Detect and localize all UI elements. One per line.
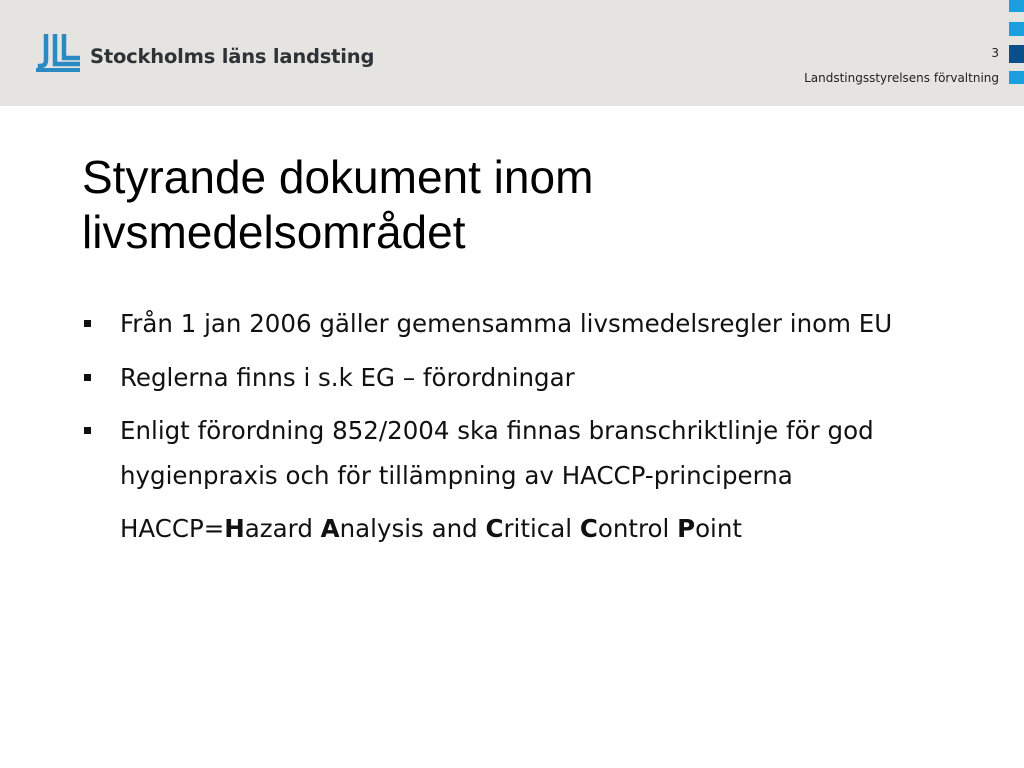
haccp-initial: C: [579, 514, 598, 543]
square-2: [1009, 22, 1024, 36]
haccp-word-rest: nalysis and: [339, 514, 486, 543]
logo-text: Stockholms läns landsting: [90, 44, 375, 68]
decorative-squares: [1009, 0, 1024, 106]
sll-logo: [36, 32, 374, 76]
page-number: 3: [991, 46, 999, 60]
haccp-initial: P: [677, 514, 696, 543]
bullet-text: Enligt förordning 852/2004 ska finnas branschriktlinje för god hygienpraxis och för tillämpning av HACCP-principerna: [120, 416, 874, 490]
haccp-word-rest: oint: [695, 514, 742, 543]
haccp-initial: A: [320, 514, 340, 543]
organization-name: Landstingsstyrelsens förvaltning: [804, 71, 999, 85]
haccp-definition: [84, 507, 964, 552]
square-1: [1009, 0, 1024, 12]
square-bullet-icon: [84, 320, 91, 327]
haccp-word-rest: ontrol: [597, 514, 678, 543]
bullet-text: Reglerna finns i s.k EG – förordningar: [120, 362, 575, 392]
haccp-prefix: HACCP=: [120, 514, 225, 543]
slide-header: [0, 0, 1024, 106]
square-bullet-icon: [84, 427, 91, 434]
bullet-text: Från 1 jan 2006 gäller gemensamma livsmedelsregler inom EU: [120, 309, 893, 338]
haccp-initial: H: [224, 514, 245, 543]
slide-title: Styrande dokument inom livsmedelsområdet: [82, 151, 594, 258]
bullet-item: [84, 302, 964, 347]
sll-logo-icon: [36, 34, 80, 74]
square-bullet-icon: [84, 374, 91, 381]
slide-body: [84, 302, 964, 552]
square-4: [1009, 71, 1024, 84]
square-3: [1009, 45, 1024, 63]
bullet-list: [84, 302, 964, 498]
bullet-item: [84, 356, 964, 401]
bullet-item: [84, 409, 964, 498]
haccp-word-rest: ritical: [503, 514, 580, 543]
haccp-word-rest: azard: [244, 514, 321, 543]
haccp-initial: C: [485, 514, 504, 543]
